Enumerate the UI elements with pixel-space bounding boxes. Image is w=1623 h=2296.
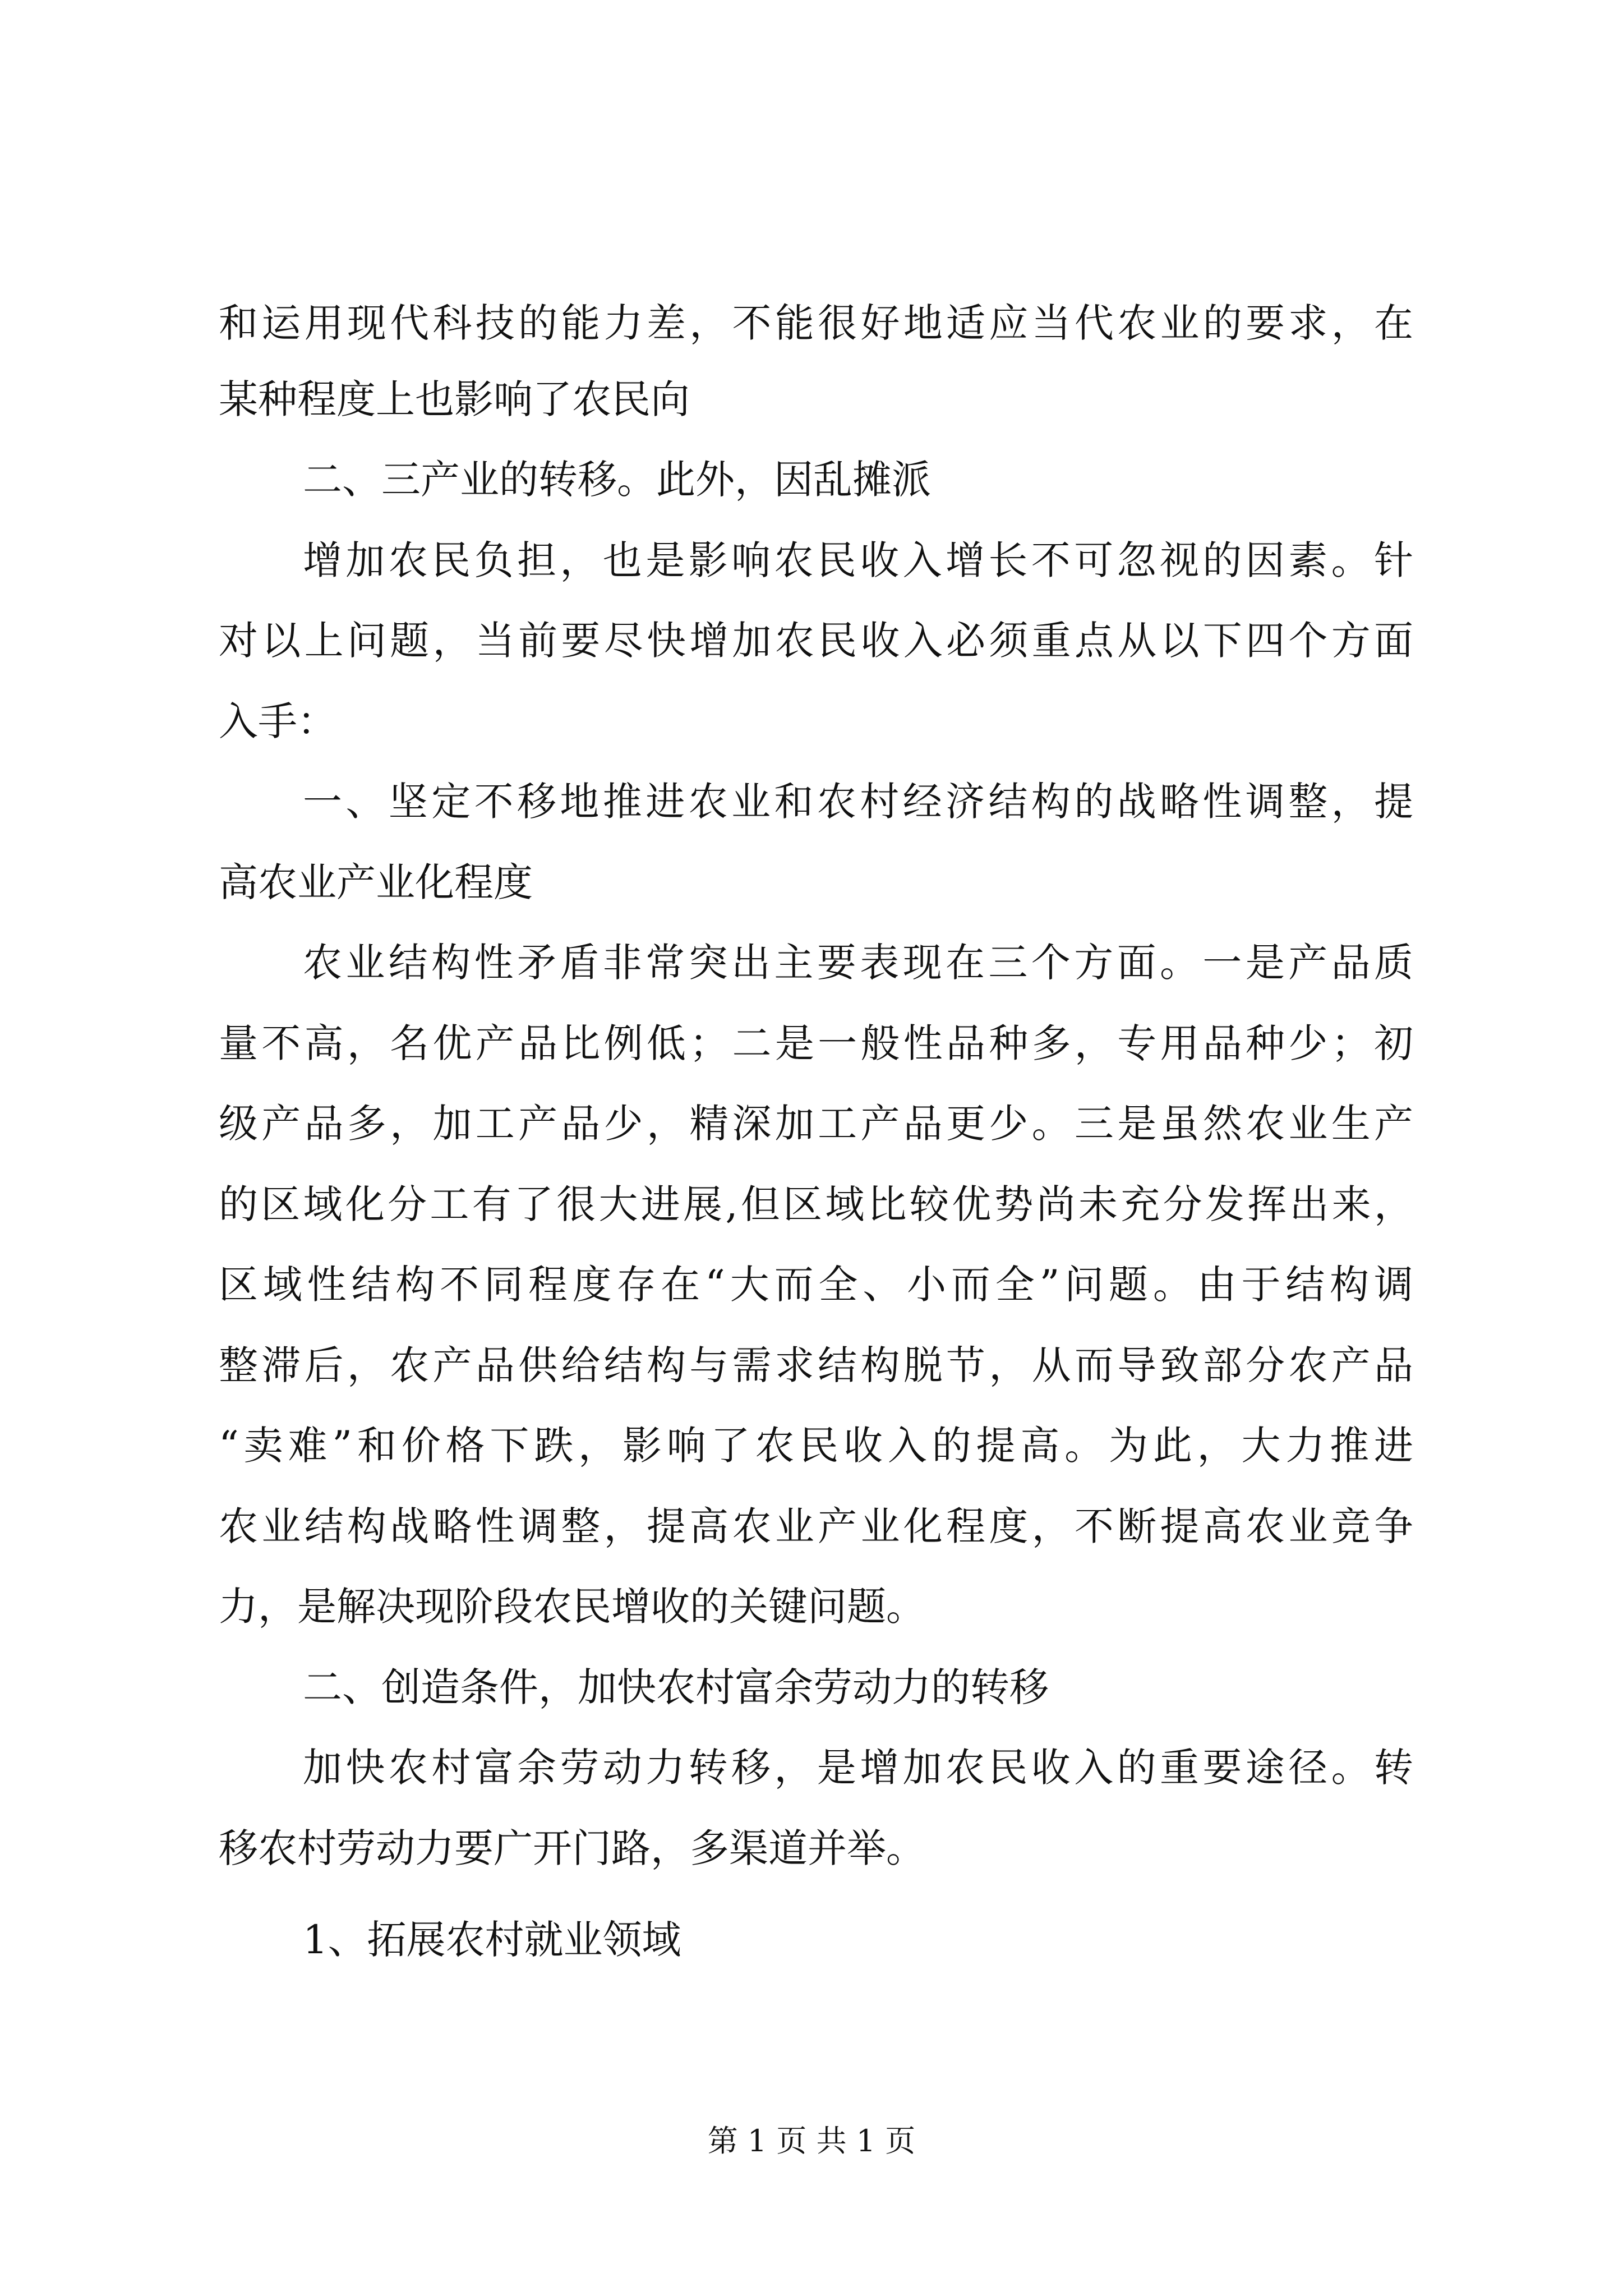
text-line: 某种程度上也影响了农民向 [219, 376, 690, 422]
text-line: 量不高，名优产品比例低；二是一般性品种多，专用品种少；初 [219, 1020, 1413, 1066]
text-line: 区域性结构不同程度存在“大而全、小而全”问题。由于结构调 [219, 1262, 1413, 1308]
text-line: 农业结构性矛盾非常突出主要表现在三个方面。一是产品质 [303, 940, 1413, 986]
text-line: 和运用现代科技的能力差，不能很好地适应当代农业的要求，在 [219, 300, 1413, 346]
text-line: 移农村劳动力要广开门路，多渠道并举。 [219, 1825, 925, 1871]
text-line: 1、拓展农村就业领域 [303, 1917, 681, 1963]
text-line: 农业结构战略性调整，提高农业产业化程度，不断提高农业竞争 [219, 1503, 1413, 1549]
text-line: 高农业产业化程度 [219, 859, 533, 905]
text-line: 整滞后，农产品供给结构与需求结构脱节，从而导致部分农产品 [219, 1342, 1413, 1388]
text-line: 一、坚定不移地推进农业和农村经济结构的战略性调整，提 [303, 779, 1413, 825]
text-line: 二、三产业的转移。此外，因乱摊派 [303, 457, 931, 503]
page-number: 第 1 页 共 1 页 [707, 2123, 916, 2159]
text-line: 二、创造条件，加快农村富余劳动力的转移 [303, 1664, 1049, 1710]
text-line: 加快农村富余劳动力转移，是增加农民收入的重要途径。转 [303, 1745, 1413, 1791]
text-line: 级产品多，加工产品少，精深加工产品更少。三是虽然农业生产 [219, 1101, 1413, 1147]
text-line: 入手： [219, 698, 336, 744]
text-line: 力，是解决现阶段农民增收的关键问题。 [219, 1584, 925, 1630]
text-line: “卖难”和价格下跌，影响了农民收入的提高。为此，大力推进 [219, 1423, 1413, 1469]
text-line: 对以上问题，当前要尽快增加农民收入必须重点从以下四个方面 [219, 618, 1413, 664]
text-line: 的区域化分工有了很大进展,但区域比较优势尚未充分发挥出来， [219, 1181, 1413, 1227]
text-line: 增加农民负担，也是影响农民收入增长不可忽视的因素。针 [303, 537, 1413, 583]
